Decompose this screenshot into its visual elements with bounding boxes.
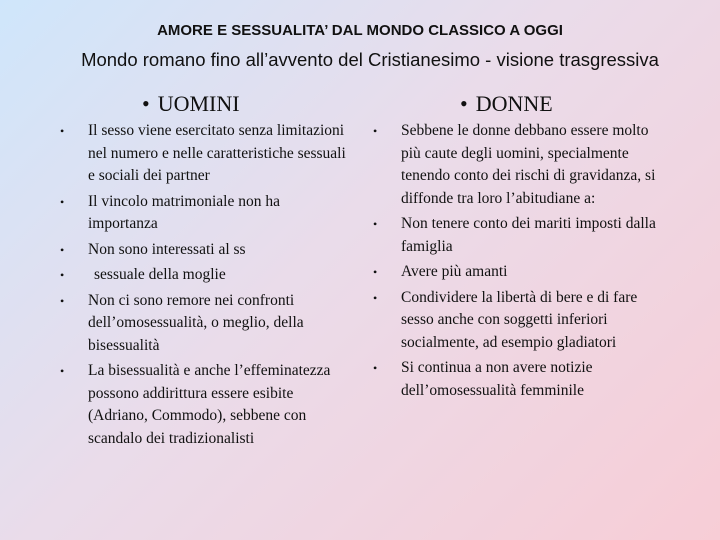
bullet-icon: • <box>373 290 378 305</box>
list-item: • Il vincolo matrimoniale non ha importanza <box>60 192 280 232</box>
slide-title: AMORE E SESSUALITA’ DAL MONDO CLASSICO A OGGI <box>157 22 563 39</box>
list-item: • Non ci sono remore nei confronti dell’omosessualità, o meglio, della bisessualità <box>60 291 304 354</box>
bullet-icon: • <box>373 361 378 375</box>
bullet-icon: • <box>373 124 378 138</box>
right-heading-label: DONNE <box>475 91 553 116</box>
bullet-icon: • <box>373 217 378 231</box>
bullet-icon: • <box>60 124 65 138</box>
list-item: • Non sono interessati al ss <box>60 239 352 262</box>
right-bullet-list <box>373 120 665 405</box>
right-column-heading <box>460 91 553 117</box>
bullet-icon: • <box>60 364 65 378</box>
bullet-icon: • <box>60 194 65 209</box>
list-item: • Il sesso viene esercitato senza limitazioni nel numero e nelle caratteristiche sessuali e sociali dei partner <box>60 122 346 184</box>
list-item: • Non tenere conto dei mariti imposti dalla famiglia <box>373 215 656 255</box>
bullet-icon: • <box>60 242 65 257</box>
left-column-heading <box>142 91 240 117</box>
list-item: • sessuale della moglie <box>60 264 352 287</box>
bullet-icon: • <box>373 265 378 279</box>
left-bullet-list <box>60 120 352 453</box>
list-item: • La bisessualità e anche l’effeminatezza possono addirittura essere esibite (Adriano, Commodo), sebbene con scandalo dei tradizionalisti <box>60 362 331 447</box>
list-item: • Si continua a non avere notizie dell’omosessualità femminile <box>373 359 593 399</box>
list-item: • Avere più amanti <box>373 261 665 284</box>
list-item: • Condividere la libertà di bere e di fare sesso anche con soggetti inferiori socialmente, ad esempio gladiatori <box>373 288 638 351</box>
heading-bullet-icon: • <box>142 91 150 116</box>
slide-subtitle: Mondo romano fino all’avvento del Cristianesimo - visione trasgressiva <box>81 49 659 70</box>
list-item: • Sebbene le donne debbano essere molto più caute degli uomini, specialmente tenendo conto dei rischi di gravidanza, si diffonde tra loro l’abitudiane a: <box>373 122 656 207</box>
bullet-icon: • <box>60 293 65 308</box>
bullet-icon: • <box>60 268 65 282</box>
left-heading-label: UOMINI <box>157 91 240 116</box>
heading-bullet-icon: • <box>460 91 468 116</box>
